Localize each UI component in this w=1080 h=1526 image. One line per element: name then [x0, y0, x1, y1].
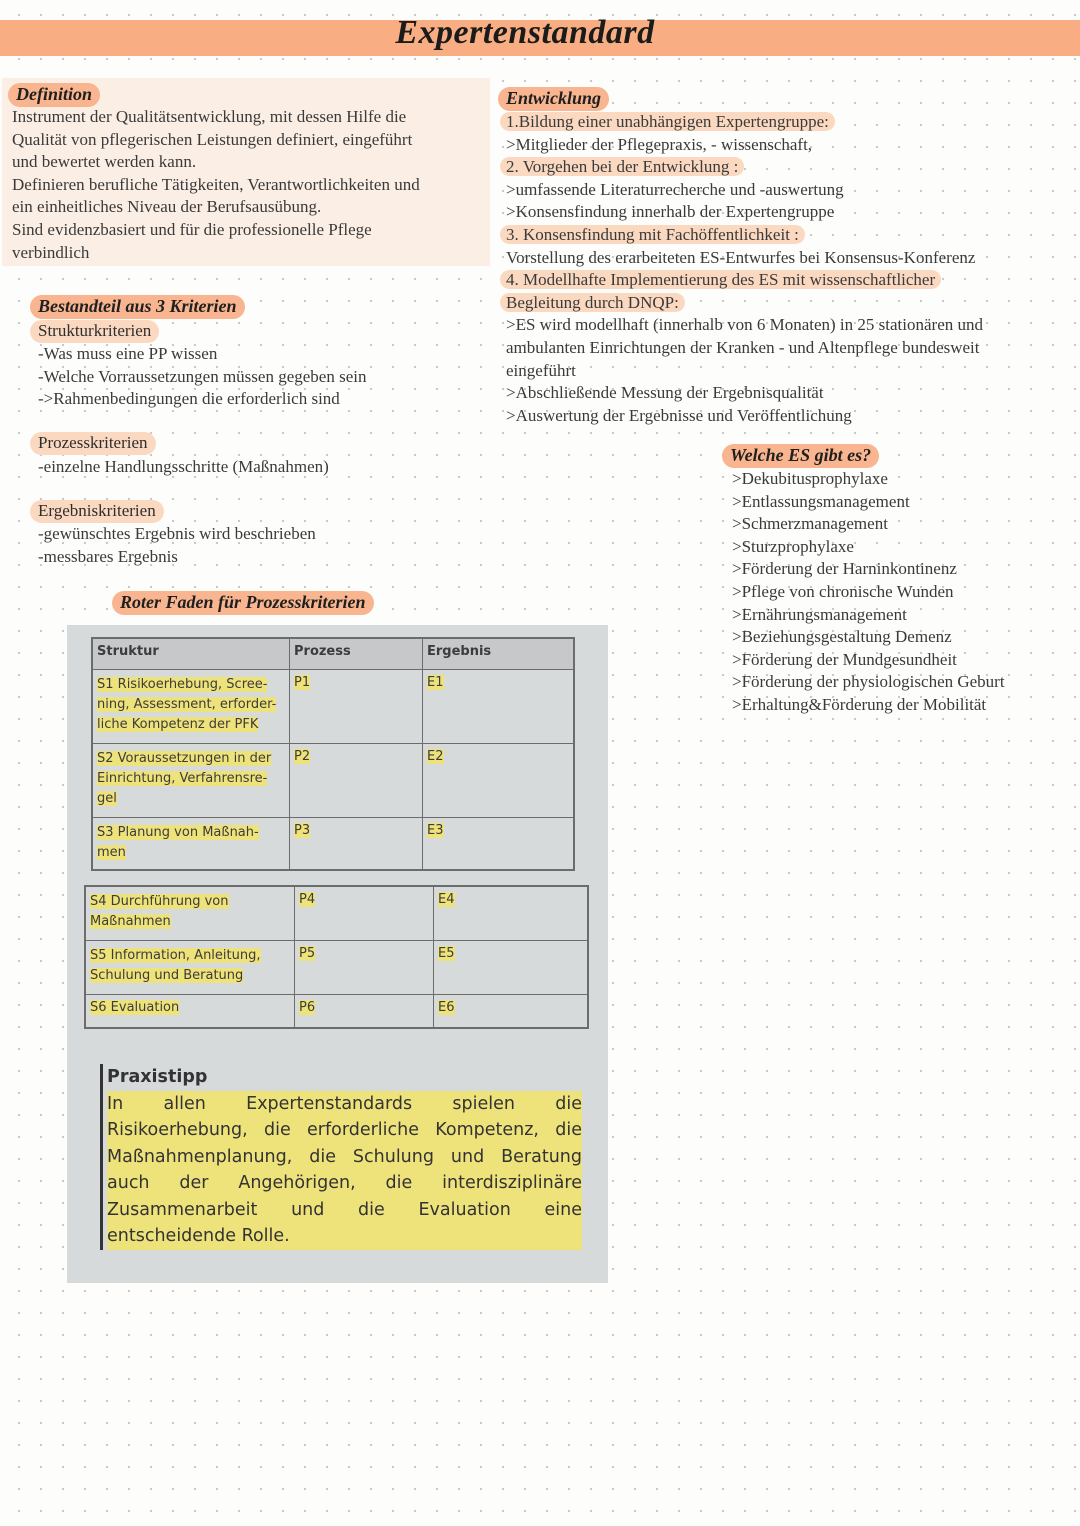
- cell-ergebnis: [434, 886, 589, 940]
- cell-struktur: [85, 994, 295, 1028]
- cell-struktur: [92, 670, 290, 744]
- cell-text: E1: [427, 675, 444, 690]
- praxistipp-text: In allen Expertenstandards spielen die Risikoerhebung, die erforderliche Kompetenz, die Maßnahmenplanung, die Schulung und Beratung auch der Angehörigen, die interdisziplinäre Zusammenarbeit und die Evaluation eine entscheidende Rolle.: [107, 1091, 582, 1250]
- ergebniskriterien-pill: Ergebniskriterien: [30, 500, 164, 523]
- cell-text: P5: [299, 945, 316, 961]
- cell-ergebnis: [423, 744, 575, 818]
- header-ergebnis: Ergebnis: [423, 638, 575, 670]
- header-prozess: Prozess: [290, 638, 423, 670]
- cell-struktur: [92, 818, 290, 870]
- table-row: [92, 818, 574, 870]
- cell-text: E6: [438, 999, 455, 1015]
- entwicklung-step-4-cont: Begleitung durch DNQP:: [500, 293, 685, 312]
- header-struktur: Struktur: [92, 638, 290, 670]
- cell-text: E2: [427, 749, 444, 764]
- entwicklung-step-1: 1.Bildung einer unabhängigen Expertengruppe:: [500, 112, 835, 131]
- entwicklung-step-3: 3. Konsensfindung mit Fachöffentlichkeit :: [500, 225, 805, 244]
- cell-prozess: [290, 818, 423, 870]
- cell-text: S5 Information, Anleitung, Schulung und Beratung: [90, 947, 261, 983]
- praxistipp-title: Praxistipp: [107, 1067, 208, 1087]
- prozesskriterien-pill: Prozesskriterien: [30, 432, 156, 455]
- entwicklung-line: >Auswertung der Ergebnisse und Veröffentlichung: [506, 405, 852, 425]
- entwicklung-step-2: 2. Vorgehen bei der Entwicklung :: [500, 157, 744, 176]
- list-item: >Ernährungsmanagement: [732, 604, 907, 624]
- definition-text: [12, 106, 490, 264]
- entwicklung-step-4: 4. Modellhafte Implementierung des ES mit wissenschaftlicher: [500, 270, 941, 289]
- entwicklung-line: ambulanten Einrichtungen der Kranken - und Altenpflege bundesweit: [506, 337, 980, 357]
- cell-text: S1 Risikoerhebung, Scree- ning, Assessment, erforder- liche Kompetenz der PFK: [97, 677, 277, 732]
- prozesskriterien-text: [38, 456, 329, 479]
- roter-faden-heading: [112, 591, 374, 615]
- cell-text: P6: [299, 999, 316, 1015]
- ergebniskriterien-text: [38, 523, 316, 568]
- entwicklung-line: >umfassende Literaturrecherche und -auswertung: [506, 179, 844, 199]
- roter-faden-heading-label: Roter Faden für Prozesskriterien: [112, 591, 374, 615]
- list-item: >Schmerzmanagement: [732, 514, 888, 534]
- welche-es-list: [732, 468, 1005, 717]
- definition-line: verbindlich: [12, 242, 90, 262]
- entwicklung-text: [500, 111, 1075, 427]
- table-header-row: [92, 638, 574, 670]
- roter-faden-table-top: [91, 637, 575, 871]
- kriterien-heading: [30, 295, 245, 319]
- praxistipp-box: [100, 1064, 582, 1250]
- strukturkriterien-label: [30, 320, 159, 343]
- list-item: >Dekubitusprophylaxe: [732, 469, 888, 488]
- cell-prozess: [295, 994, 434, 1028]
- list-item: >Beziehungsgestaltung Demenz: [732, 627, 952, 647]
- roter-faden-table-bottom: [84, 885, 589, 1029]
- definition-heading: [8, 83, 100, 107]
- kriterien-line: -einzelne Handlungsschritte (Maßnahmen): [38, 457, 329, 476]
- cell-ergebnis: [434, 994, 589, 1028]
- list-item: >Pflege von chronische Wunden: [732, 581, 954, 601]
- cell-text: P2: [294, 749, 311, 764]
- list-item: >Entlassungsmanagement: [732, 491, 910, 511]
- ergebniskriterien-label: [30, 500, 164, 523]
- table-row: [92, 744, 574, 818]
- list-item: >Sturzprophylaxe: [732, 536, 854, 556]
- entwicklung-line: >Konsensfindung innerhalb der Expertengruppe: [506, 202, 835, 222]
- list-item: >Förderung der Harninkontinenz: [732, 559, 957, 579]
- strukturkriterien-pill: Strukturkriterien: [30, 320, 159, 343]
- table-row: [92, 670, 574, 744]
- welche-es-heading-label: Welche ES gibt es?: [722, 444, 879, 468]
- cell-struktur: [85, 886, 295, 940]
- cell-struktur: [92, 744, 290, 818]
- definition-heading-label: Definition: [8, 83, 100, 107]
- cell-text: E5: [438, 945, 455, 961]
- kriterien-heading-label: Bestandteil aus 3 Kriterien: [30, 295, 245, 319]
- entwicklung-line: >Mitglieder der Pflegepraxis, - wissenschaft,: [506, 134, 813, 154]
- cell-text: S3 Planung von Maßnah- men: [97, 825, 259, 860]
- kriterien-line: -gewünschtes Ergebnis wird beschrieben: [38, 524, 316, 543]
- entwicklung-line: >Abschließende Messung der Ergebnisqualität: [506, 383, 824, 403]
- cell-text: S6 Evaluation: [90, 999, 180, 1015]
- cell-text: E4: [438, 892, 455, 907]
- cell-ergebnis: [423, 818, 575, 870]
- cell-prozess: [290, 744, 423, 818]
- kriterien-line: -Was muss eine PP wissen: [38, 344, 218, 363]
- list-item: >Erhaltung&Förderung der Mobilität: [732, 694, 987, 714]
- entwicklung-line: Vorstellung des erarbeiteten ES-Entwurfes bei Konsensus-Konferenz: [506, 247, 976, 267]
- cell-prozess: [290, 670, 423, 744]
- kriterien-line: ->Rahmenbedingungen die erforderlich sind: [38, 389, 340, 409]
- cell-text: P3: [294, 823, 311, 838]
- cell-text: S2 Voraussetzungen in der Einrichtung, Verfahrensre- gel: [97, 751, 272, 806]
- cell-ergebnis: [434, 940, 589, 994]
- list-item: >Förderung der physiologischen Geburt: [732, 672, 1005, 692]
- definition-line: Definieren berufliche Tätigkeiten, Verantwortlichkeiten und: [12, 174, 420, 194]
- list-item: >Förderung der Mundgesundheit: [732, 649, 957, 669]
- definition-line: ein einheitliches Niveau der Berufsausübung.: [12, 197, 322, 217]
- definition-line: Instrument der Qualitätsentwicklung, mit dessen Hilfe die: [12, 107, 407, 126]
- strukturkriterien-text: [38, 343, 366, 411]
- cell-ergebnis: [423, 670, 575, 744]
- definition-line: Qualität von pflegerischen Leistungen definiert, eingeführt: [12, 129, 413, 149]
- kriterien-line: -Welche Vorraussetzungen müssen gegeben sein: [38, 366, 367, 386]
- entwicklung-line: eingeführt: [506, 360, 576, 380]
- entwicklung-heading: [498, 87, 609, 111]
- definition-line: und bewertet werden kann.: [12, 152, 197, 172]
- welche-es-heading: [722, 444, 879, 468]
- cell-text: E3: [427, 823, 444, 838]
- entwicklung-line: >ES wird modellhaft (innerhalb von 6 Monaten) in 25 stationären und: [506, 315, 983, 335]
- cell-struktur: [85, 940, 295, 994]
- table-row: [85, 994, 588, 1028]
- cell-prozess: [295, 940, 434, 994]
- table-row: [85, 886, 588, 940]
- cell-prozess: [295, 886, 434, 940]
- cell-text: P4: [299, 892, 316, 907]
- page-title: Expertenstandard: [395, 14, 655, 51]
- prozesskriterien-label: [30, 432, 156, 455]
- cell-text: P1: [294, 675, 311, 690]
- entwicklung-heading-label: Entwicklung: [498, 87, 609, 111]
- cell-text: S4 Durchführung von Maßnahmen: [90, 894, 229, 929]
- definition-line: Sind evidenzbasiert und für die professionelle Pflege: [12, 219, 372, 239]
- kriterien-line: -messbares Ergebnis: [38, 546, 178, 566]
- table-row: [85, 940, 588, 994]
